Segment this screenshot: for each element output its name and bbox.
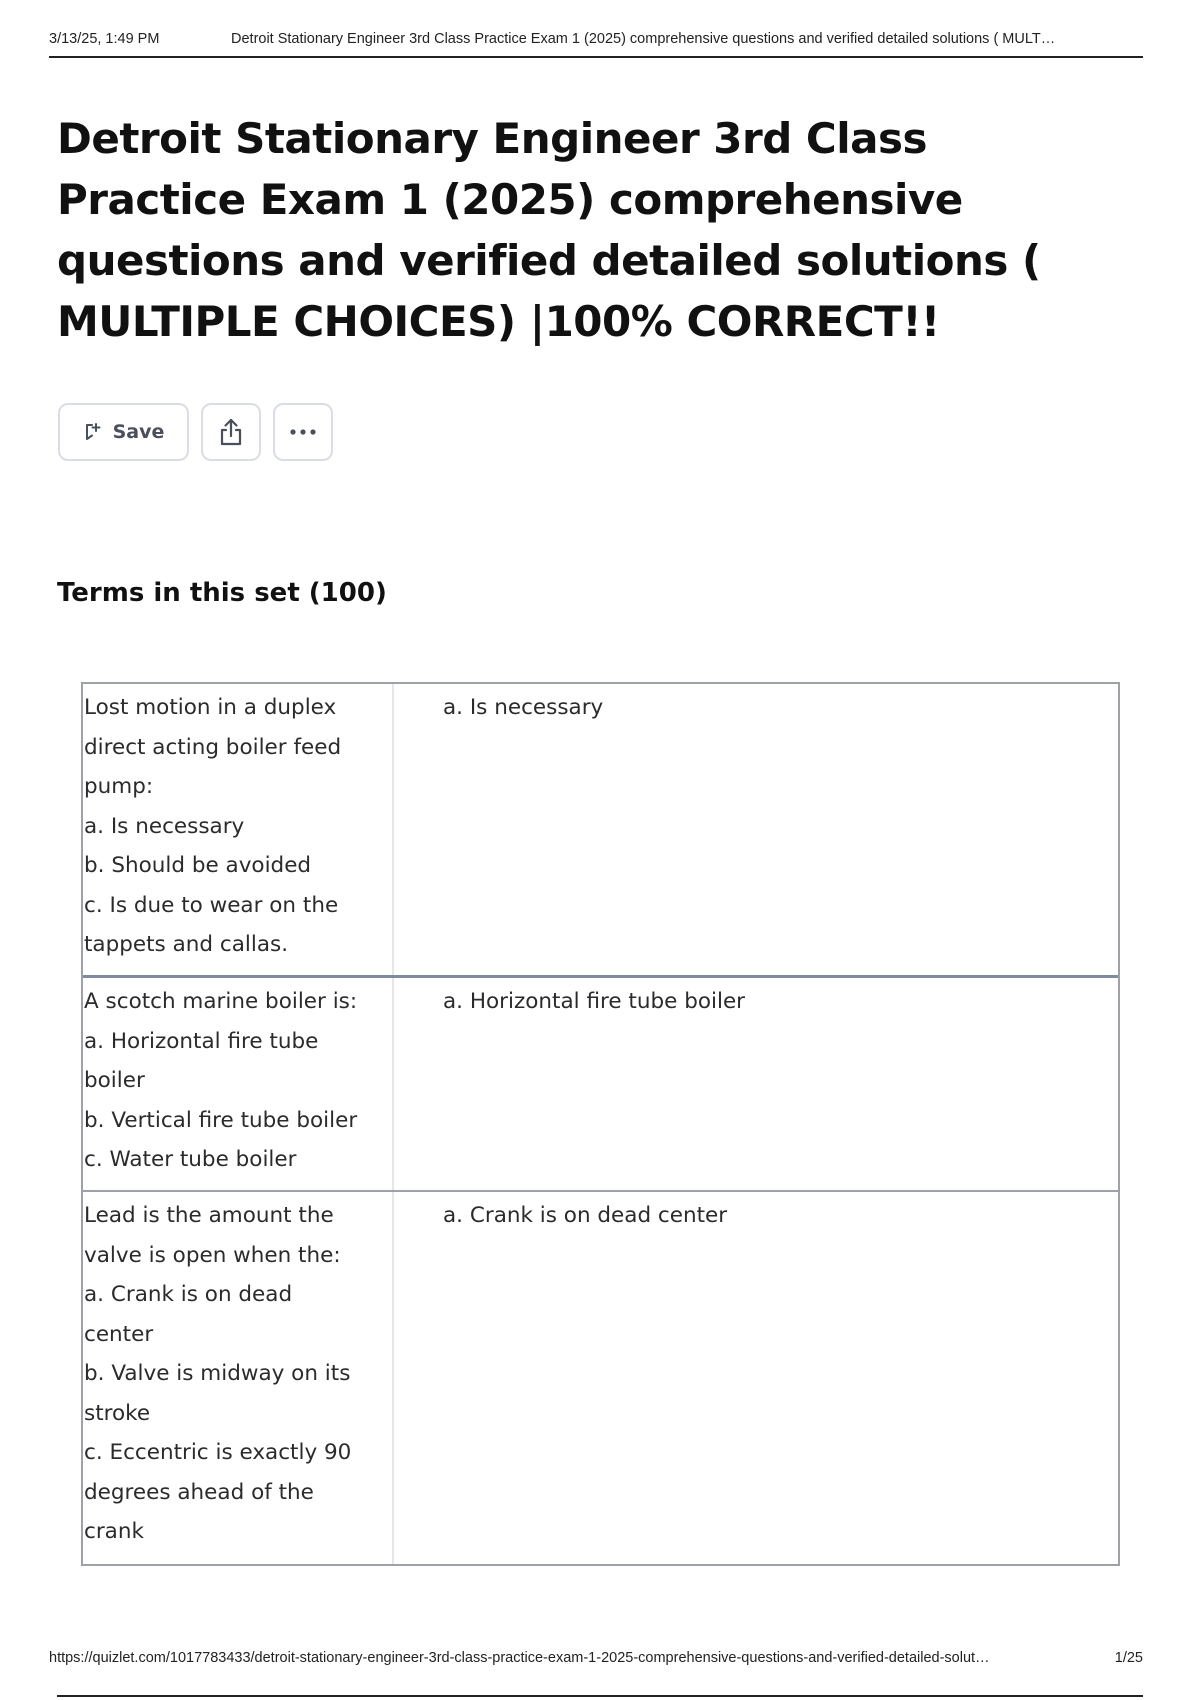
print-page-title: Detroit Stationary Engineer 3rd Class Practice Exam 1 (2025) comprehensive questions and verified detailed solutions ( MULT… <box>231 31 1056 47</box>
print-header <box>49 28 1143 58</box>
term-answer: a. Horizontal fire tube boiler <box>443 989 746 1014</box>
terms-table <box>81 682 1120 1566</box>
save-label: Save <box>112 421 165 443</box>
term-row <box>83 684 1118 978</box>
save-button[interactable] <box>58 403 189 461</box>
share-icon <box>217 417 245 447</box>
term-row <box>83 1192 1118 1564</box>
term-answer: a. Crank is on dead center <box>443 1203 728 1228</box>
terms-heading: Terms in this set (100) <box>57 578 387 608</box>
term-question: Lead is the amount the valve is open when the: a. Crank is on dead center b. Valve is midway on its stroke c. Eccentric is exactly 90 degrees ahead of the crank <box>83 1192 394 1564</box>
footer-url: https://quizlet.com/1017783433/detroit-stationary-engineer-3rd-class-practice-exam-1-2025-comprehensive-questions-and-verified-detailed-solut… <box>49 1650 990 1666</box>
more-options-button[interactable] <box>273 403 333 461</box>
share-button[interactable] <box>201 403 261 461</box>
term-question: A scotch marine boiler is: a. Horizontal fire tube boiler b. Vertical fire tube boiler c. Water tube boiler <box>83 978 394 1190</box>
term-answer: a. Is necessary <box>443 695 604 720</box>
term-row <box>83 978 1118 1192</box>
page-title: Detroit Stationary Engineer 3rd Class Practice Exam 1 (2025) comprehensive questions and verified detailed solutions ( MULTIPLE CHOICES) |100% CORRECT!! <box>57 114 1041 346</box>
footer-divider <box>57 1695 1143 1697</box>
more-horizontal-icon <box>289 428 317 436</box>
print-date: 3/13/25, 1:49 PM <box>49 31 160 47</box>
footer-page-number: 1/25 <box>1114 1650 1143 1666</box>
bookmark-plus-icon <box>83 422 103 442</box>
term-question: Lost motion in a duplex direct acting boiler feed pump: a. Is necessary b. Should be avoided c. Is due to wear on the tappets and callas. <box>83 684 394 975</box>
